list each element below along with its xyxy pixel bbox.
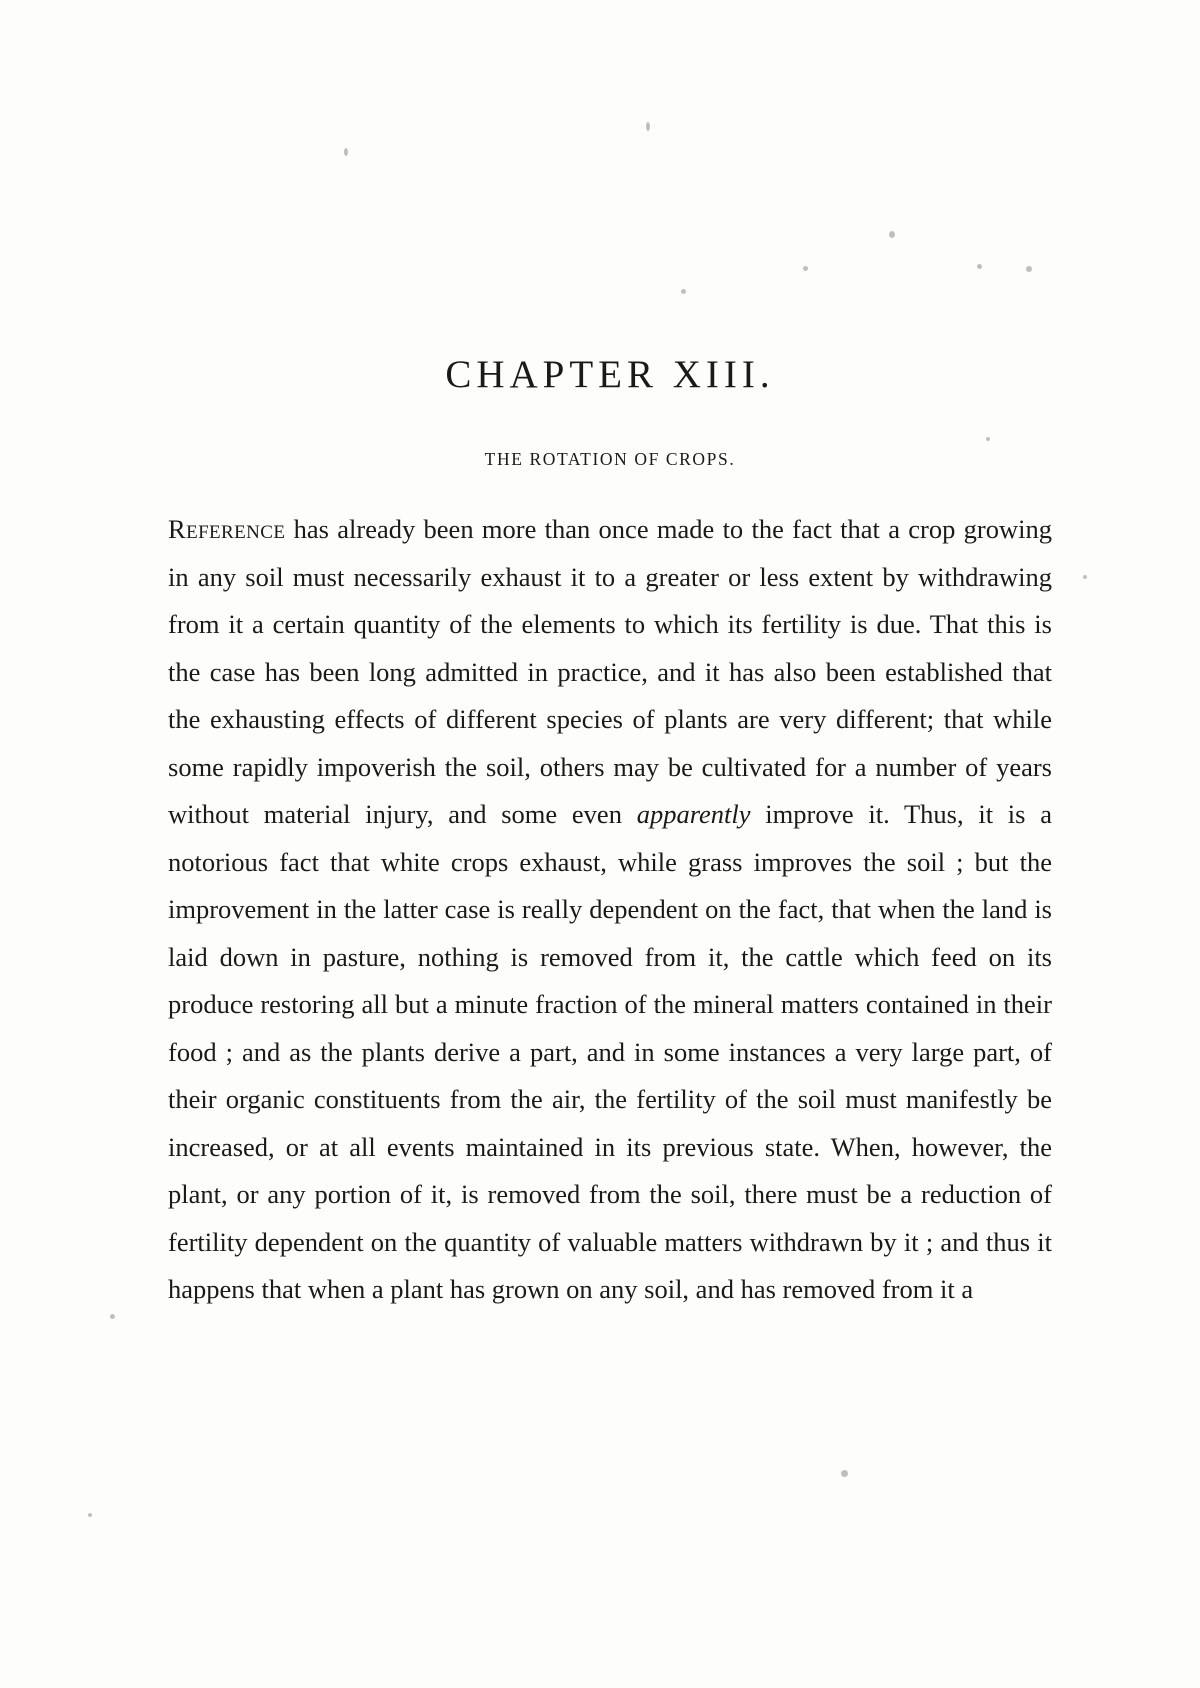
scan-speck	[110, 1314, 115, 1319]
scan-speck	[88, 1513, 92, 1517]
paragraph-italic-word: apparently	[636, 799, 751, 829]
body-paragraph	[168, 506, 1052, 1314]
page-content	[168, 352, 1052, 1314]
section-title: THE ROTATION OF CROPS.	[484, 449, 736, 469]
paragraph-part-one: has already been more than once made to the fact that a crop growing in any soil must necessarily exhaust it to a greater or less extent by withdrawing from it a certain quantity of the elements to which its fertility is due. That this is the case has been long admitted in practice, and it has also been established that the exhausting effects of different species of plants are very different; that while some rapidly impoverish the soil, others may be cultivated for a number of years without material injury, and some even	[168, 514, 1052, 829]
scan-speck	[344, 148, 348, 156]
chapter-title: CHAPTER XIII.	[445, 353, 775, 396]
scan-speck	[1083, 575, 1087, 579]
scan-speck	[1026, 266, 1032, 272]
scan-speck	[681, 289, 686, 294]
scan-speck	[977, 264, 982, 269]
scan-speck	[646, 122, 650, 131]
scan-speck	[889, 231, 895, 238]
scan-speck	[803, 266, 808, 271]
paragraph-lead-words: Reference	[168, 514, 286, 544]
scan-speck	[841, 1470, 848, 1477]
paragraph-part-two: improve it. Thus, it is a notorious fact that white crops exhaust, while grass improves the soil ; but the improvement in the latter case is really dependent on the fact, that when the land is laid down in pasture, nothing is removed from it, the cattle which feed on its produce restoring all but a minute fraction of the mineral matters contained in their food ; and as the plants derive a part, and in some instances a very large part, of their organic constituents from the air, the fertility of the soil must manifestly be increased, or at all events maintained in its previous state. When, however, the plant, or any portion of it, is removed from the soil, there must be a reduction of fertility dependent on the quantity of valuable matters withdrawn by it ; and thus it happens that when a plant has grown on any soil, and has removed from it a	[168, 799, 1052, 1304]
